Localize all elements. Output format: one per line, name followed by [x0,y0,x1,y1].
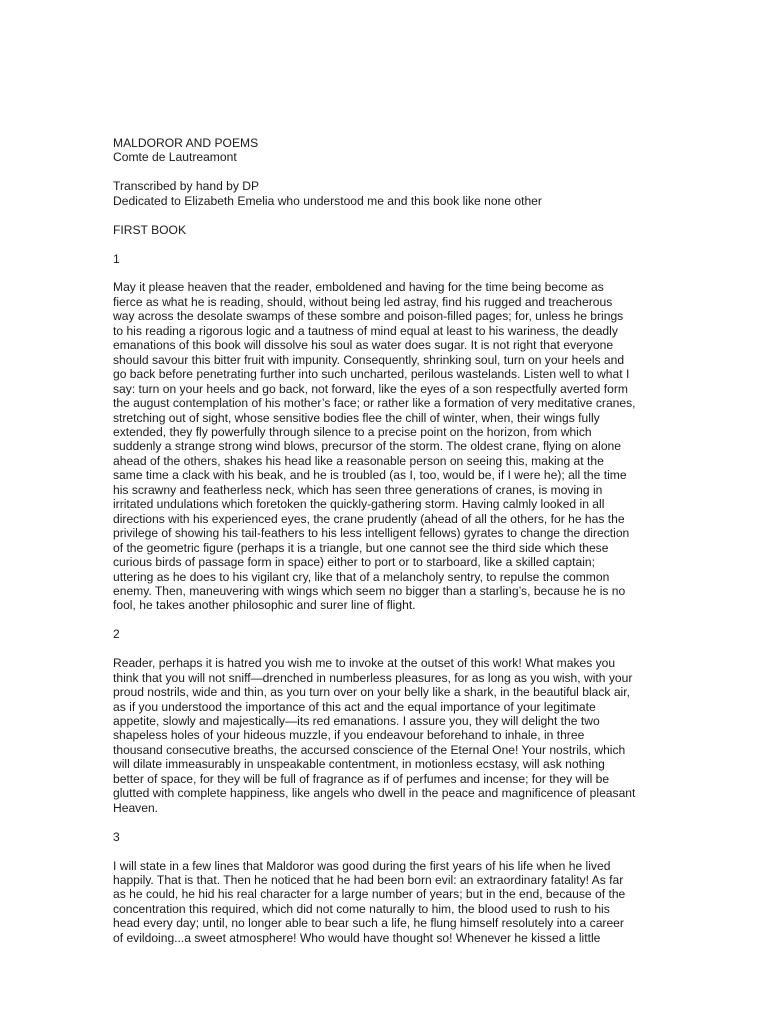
text-line: suddenly a strange strong wind blows, precursor of the storm. The oldest crane, flying on alone [113,439,621,454]
section-number: 2 [113,627,120,642]
section-number: 3 [113,829,120,844]
author-line: Comte de Lautreamont [113,150,237,165]
text-line: uttering as he does to his vigilant cry, like that of a melancholy sentry, to repulse the common [113,569,610,584]
document-title: MALDOROR AND POEMS [113,136,259,150]
text-line: better of space, for they will be full of fragrance as if of perfumes and incense; for they will be [113,771,610,786]
text-line: ahead of the others, shakes his head like a reasonable person on seeing this, making at the [113,453,604,468]
text-line: stretching out of sight, whose sensitive bodies flee the chill of winter, when, their wings fully [113,410,600,425]
section-paragraph [113,859,661,946]
sections-container [113,252,661,946]
text-line: same time a clack with his beak, and he is troubled (as I, too, would be, if I were he); all the time [113,468,627,483]
text-line: May it please heaven that the reader, emboldened and having for the time being become as [113,280,604,295]
text-line: proud nostrils, wide and thin, as you turn over on your belly like a shark, in the beautiful black air, [113,685,630,700]
text-line: head every day; until, no longer able to bear such a life, he flung himself resolutely into a career [113,916,624,931]
text-line: his scrawny and featherless neck, which has seen three generations of cranes, is moving in [113,482,603,497]
text-line: Reader, perhaps it is hatred you wish me to invoke at the outset of this work! What makes you [113,656,616,671]
text-line: go back before penetrating further into such uncharted, perilous wastelands. Listen well to what I [113,367,630,382]
text-line: shapeless holes of your hideous muzzle, if you endeavour beforehand to inhale, in three [113,728,585,743]
text-line: as if you understood the importance of this act and the equal importance of your legitimate [113,699,596,714]
text-line: appetite, slowly and majestically—its red emanations. I assure you, they will delight the two [113,714,600,729]
text-line: as he could, he hid his real character for a large number of years; but in the end, because of the [113,887,626,902]
text-line: happily. That is that. Then he noticed that he had been born evil: an extraordinary fatality! As far [113,872,624,887]
book-heading: FIRST BOOK [113,222,187,237]
text-line: will dilate immeasurably in unspeakable contentment, in motionless ecstasy, will ask nothing [113,757,605,772]
section-paragraph [113,656,661,815]
text-line: irritated undulations which foretoken the quickly-gathering storm. Having calmly looked in all [113,497,605,512]
text-line: fool, he takes another philosophic and surer line of flight. [113,598,416,613]
text-line: of evildoing...a sweet atmosphere! Who would have thought so! Whenever he kissed a little [113,930,601,945]
text-line: should savour this bitter fruit with impunity. Consequently, shrinking soul, turn on your heels and [113,352,625,367]
section-number: 1 [113,251,120,266]
text-line: thousand consecutive breaths, the accursed conscience of the Eternal One! Your nostrils, which [113,742,626,757]
text-line: curious birds of passage form in space) either to port or to starboard, like a skilled captain; [113,555,595,570]
text-line: think that you will not sniff—drenched in numberless pleasures, for as long as you wish, with your [113,670,633,685]
text-line: the august contemplation of his mother’s face; or rather like a formation of very meditative cranes, [113,396,636,411]
text-line: directions with his experienced eyes, the crane prudently (ahead of all the others, for he has the [113,511,625,526]
document-text [113,136,661,945]
text-line: way across the desolate swamps of these sombre and poison-filled pages; for, unless he brings [113,309,624,324]
text-line: to his reading a rigorous logic and a tautness of mind equal at least to his wariness, the deadly [113,323,618,338]
text-line: fierce as what he is reading, should, without being led astray, find his rugged and treacherous [113,294,613,309]
text-line: extended, they fly powerfully through silence to a precise point on the horizon, from which [113,425,592,439]
text-line: I will state in a few lines that Maldoror was good during the first years of his life when he lived [113,858,611,873]
section-paragraph [113,280,661,612]
text-line: of the geometric figure (perhaps it is a triangle, but one cannot see the third side which these [113,540,609,555]
text-line: say: turn on your heels and go back, not forward, like the eyes of a son respectfully averted form [113,381,628,396]
transcription-note: Transcribed by hand by DP [113,179,260,194]
dedication-line: Dedicated to Elizabeth Emelia who understood me and this book like none other [113,193,542,208]
text-line: Heaven. [113,800,159,815]
text-line: concentration this required, which did not come naturally to him, the blood used to rush to his [113,901,610,916]
text-line: enemy. Then, maneuvering with wings which seem no bigger than a starling’s, because he is no [113,583,626,598]
text-line: glutted with complete happiness, like angels who dwell in the peace and magnificence of pleasant [113,786,636,801]
text-line: privilege of showing his tail-feathers to his less intelligent fellows) gyrates to change the direction [113,526,630,541]
text-line: emanations of this book will dissolve his soul as water does sugar. It is not right that everyone [113,338,614,353]
